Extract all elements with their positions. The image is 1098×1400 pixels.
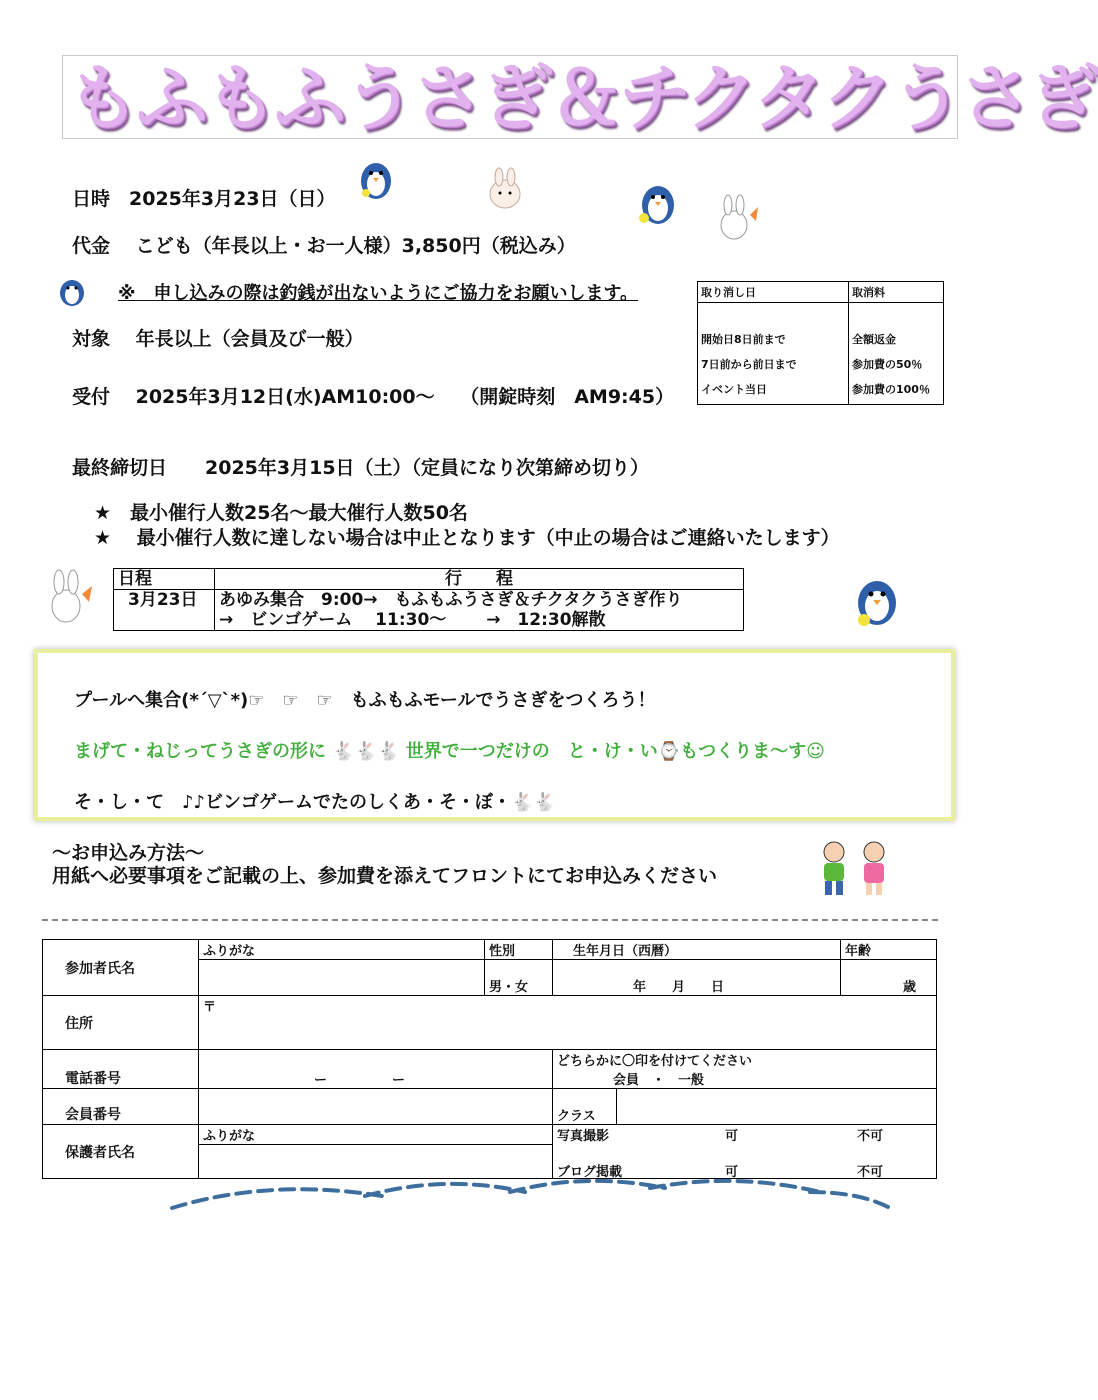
promo-line: まげて・ねじってうさぎの形に 🐇🐇🐇 世界で一つだけの と・け・い⌚もつくりま～す☺	[74, 741, 825, 762]
blog-consent-ng[interactable]: 不可	[857, 1165, 884, 1180]
schedule-header-day: 日程	[114, 569, 215, 590]
schedule-itinerary-cell	[215, 590, 744, 631]
membership-choice[interactable]: 会員 ・ 一般	[613, 1073, 705, 1088]
furigana-label: ふりがな	[199, 940, 485, 960]
membership-instruction: どちらかに〇印を付けてください	[557, 1054, 753, 1069]
penguin-mascot-icon	[632, 175, 684, 227]
cancel-day: イベント当日	[701, 383, 767, 396]
age-label: 年齢	[841, 940, 937, 960]
penguin-mascot-icon	[54, 272, 90, 308]
birthdate-field[interactable]: 年 月 日	[553, 960, 841, 996]
birthdate-label: 生年月日（西暦）	[553, 940, 841, 960]
penguin-mascot-icon	[352, 153, 400, 201]
phone-field[interactable]: ー ー	[199, 1050, 553, 1089]
cancellation-fee-table	[697, 281, 944, 405]
apply-instruction: 用紙へ必要事項をご記載の上、参加費を添えてフロントにてお申込みください	[52, 865, 718, 887]
cancel-fee: 全額返金	[852, 333, 896, 346]
age-field[interactable]: 歳	[841, 960, 937, 996]
photo-consent-ok[interactable]: 可	[725, 1129, 739, 1144]
class-field[interactable]	[617, 1089, 937, 1125]
promo-line: そ・し・て ♪♪ビンゴゲームでたのしくあ・そ・ぼ・🐇🐇	[74, 792, 556, 813]
gender-field[interactable]: 男・女	[485, 960, 553, 996]
promo-box	[34, 649, 955, 821]
cancel-day: 開始日8日前まで	[701, 333, 786, 346]
schedule-line: あゆみ集合 9:00→ もふもふうさぎ＆チクタクうさぎ作り	[219, 590, 683, 610]
class-label: クラス	[553, 1089, 617, 1125]
cancel-days-cell	[698, 303, 849, 405]
member-number-label: 会員番号	[43, 1089, 199, 1125]
page-title: もふもふうさぎ＆チクタクうさぎ	[67, 56, 1098, 140]
promo-line: プールへ集合(*ˊ▽ˋ*)☞ ☞ ☞ もふもふモールでうさぎをつくろう！	[74, 690, 656, 711]
gender-label: 性別	[485, 940, 553, 960]
phone-label: 電話番号	[43, 1050, 199, 1089]
blog-consent-ok[interactable]: 可	[725, 1165, 739, 1180]
event-reception: 受付 2025年3月12日(水)AM10:00～ （開錠時刻 AM9:45）	[72, 386, 675, 408]
bunny-icon	[482, 166, 528, 212]
apply-heading: ～お申込み方法～	[52, 842, 205, 864]
cancellation-condition: ★ 最小催行人数に達しない場合は中止となります（中止の場合はご連絡いたします）	[94, 527, 840, 549]
decorative-dashed-arcs	[160, 1170, 900, 1220]
children-running-icon	[810, 838, 900, 900]
title-banner	[62, 55, 1098, 140]
cancel-fee: 参加費の50％	[852, 358, 923, 371]
bunny-carrot-icon	[42, 568, 96, 632]
cancel-fee: 参加費の100％	[852, 383, 930, 396]
participant-limit: ★ 最小催行人数25名～最大催行人数50名	[94, 502, 468, 524]
photo-consent-label: 写真撮影	[557, 1129, 610, 1144]
cancel-day: 7日前から前日まで	[701, 358, 797, 371]
participant-name-field[interactable]	[199, 960, 485, 996]
event-fee: 代金 こども（年長以上・お一人様）3,850円（税込み）	[72, 235, 576, 257]
address-field[interactable]: 〒	[199, 996, 937, 1050]
schedule-day: 3月23日	[114, 590, 215, 631]
penguin-mascot-icon	[846, 568, 908, 630]
cancel-header-day: 取り消し日	[698, 282, 849, 303]
schedule-table	[113, 568, 744, 631]
participant-name-label: 参加者氏名	[43, 940, 199, 996]
guardian-furigana-label: ふりがな	[199, 1125, 553, 1145]
cancel-header-fee: 取消料	[849, 282, 944, 303]
blog-consent-label: ブログ掲載	[557, 1165, 623, 1180]
photo-consent-ng[interactable]: 不可	[857, 1129, 884, 1144]
address-label: 住所	[43, 996, 199, 1050]
cut-line	[42, 919, 938, 921]
bunny-carrot-icon	[712, 193, 764, 251]
change-note: ※ 申し込みの際は釣銭が出ないようにご協力をお願いします。	[118, 283, 639, 304]
schedule-header-itinerary: 行 程	[215, 569, 744, 590]
event-target: 対象 年長以上（会員及び一般）	[72, 328, 364, 350]
event-deadline: 最終締切日 2025年3月15日（土）（定員になり次第締め切り）	[72, 457, 650, 479]
event-date: 日時 2025年3月23日（日）	[72, 188, 336, 210]
member-number-field[interactable]	[199, 1089, 553, 1125]
cancel-fees-cell	[849, 303, 944, 405]
membership-cell[interactable]	[553, 1050, 937, 1089]
application-form	[42, 939, 937, 1179]
schedule-line: → ビンゴゲーム 11:30～ → 12:30解散	[219, 610, 606, 630]
guardian-name-label: 保護者氏名	[43, 1125, 199, 1179]
